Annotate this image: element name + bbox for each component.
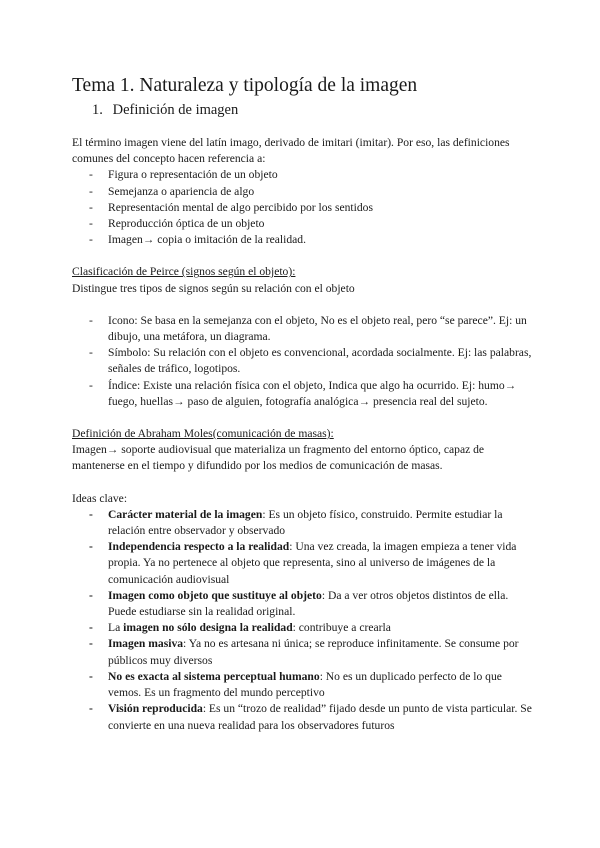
- peirce-heading: Clasificación de Peirce (signos según el objeto):: [72, 265, 296, 279]
- list-item: - Visión reproducida: Es un “trozo de realidad” fijado desde un punto de vista particular. Se convierte en una nueva realidad para los observadores futuros: [72, 701, 532, 733]
- section-heading: [92, 101, 238, 119]
- list-item: - Icono: Se basa en la semejanza con el objeto, No es el objeto real, pero “se parece”. Ej: un dibujo, una metáfora, un diagrama.: [72, 313, 532, 345]
- list-item: - Símbolo: Su relación con el objeto es convencional, acordada socialmente. Ej: las palabras, señales de tráfico, logotipos.: [72, 345, 532, 377]
- intro-paragraph: El término imagen viene del latín imago, derivado de imitari (imitar). Por eso, las definiciones comunes del concepto hacen referencia a:: [72, 136, 510, 166]
- peirce-intro: Distingue tres tipos de signos según su relación con el objeto: [72, 281, 355, 295]
- document-body: [72, 135, 532, 734]
- list-item: - Independencia respecto a la realidad: Una vez creada, la imagen empieza a tener vida propia. Ya no pertenece al objeto que representa, sino al universo de imágenes de la comunicación audiovisual: [72, 539, 532, 588]
- list-item: - Figura o representación de un objeto: [72, 167, 532, 183]
- section-number: 1.: [92, 102, 103, 118]
- moles-heading: Definición de Abraham Moles(comunicación de masas):: [72, 427, 334, 441]
- list-item: - Imagen como objeto que sustituye al objeto: Da a ver otros objetos distintos de ella. Puede estudiarse sin la realidad original.: [72, 588, 532, 620]
- definitions-list: [72, 167, 532, 248]
- section-title: Definición de imagen: [112, 102, 239, 118]
- list-item: - Imagen masiva: Ya no es artesana ni única; se reproduce infinitamente. Se consume por públicos muy diversos: [72, 636, 532, 668]
- list-item: - Reproducción óptica de un objeto: [72, 216, 532, 232]
- page-title: Tema 1. Naturaleza y tipología de la imagen: [72, 75, 418, 96]
- list-item: - Imagen→ copia o imitación de la realidad.: [72, 232, 532, 248]
- peirce-list: [72, 313, 532, 410]
- moles-text: Imagen→ soporte audiovisual que materializa un fragmento del entorno óptico, capaz de mantenerse en el tiempo y difundido por los medios de comunicación de masas.: [72, 443, 485, 473]
- ideas-heading: Ideas clave:: [72, 491, 128, 505]
- list-item: - Carácter material de la imagen: Es un objeto físico, construido. Permite estudiar la relación entre observador y observado: [72, 507, 532, 539]
- list-item: - Índice: Existe una relación física con el objeto, Indica que algo ha ocurrido. Ej: humo→ fuego, huellas→ paso de alguien, fotografía analógica→ presencia real del sujeto.: [72, 378, 532, 410]
- ideas-list: [72, 507, 532, 734]
- list-item: - Semejanza o apariencia de algo: [72, 184, 532, 200]
- list-item: - Representación mental de algo percibido por los sentidos: [72, 200, 532, 216]
- list-item: - La imagen no sólo designa la realidad: contribuye a crearla: [72, 620, 532, 636]
- list-item: - No es exacta al sistema perceptual humano: No es un duplicado perfecto de lo que vemos. Es un fragmento del mundo perceptivo: [72, 669, 532, 701]
